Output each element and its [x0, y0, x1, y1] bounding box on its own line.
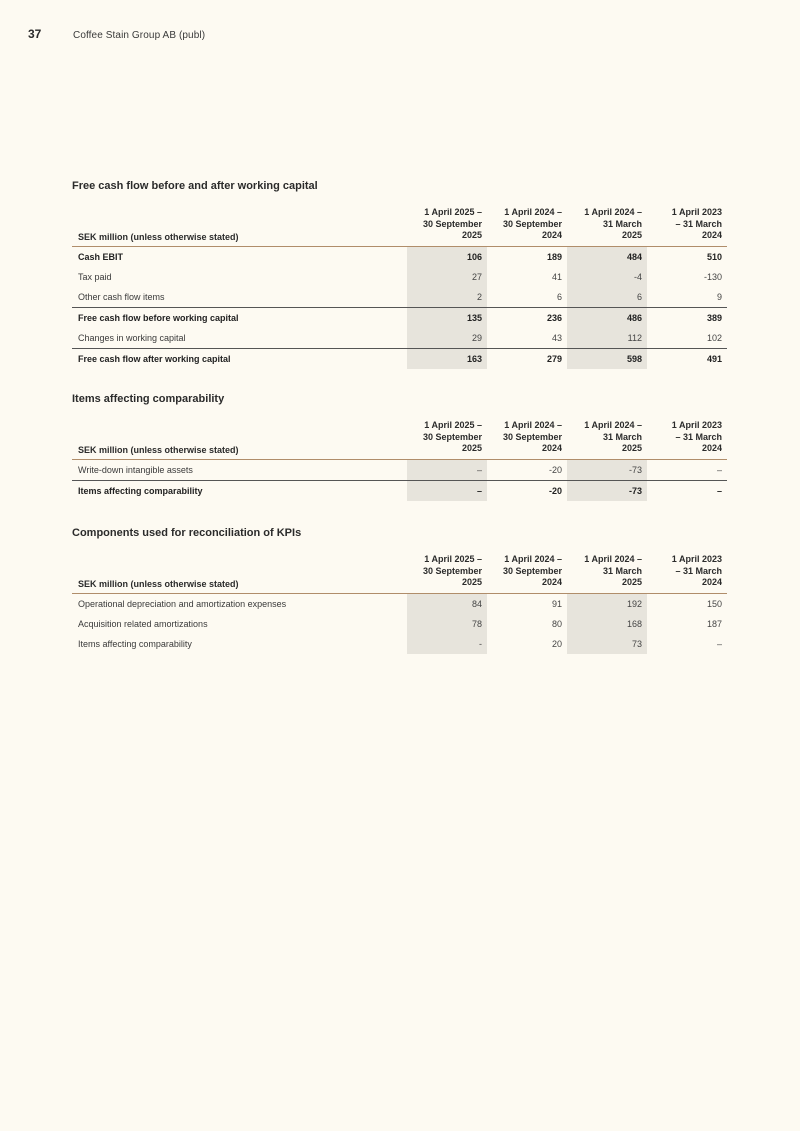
section-title: Components used for reconciliation of KPIs — [72, 527, 302, 539]
table-header — [72, 207, 727, 247]
row-label: Write-down intangible assets — [78, 464, 193, 475]
cell: 192 — [567, 594, 647, 614]
cell: 491 — [706, 353, 722, 364]
cell: – — [716, 485, 722, 496]
column-header: 1 April 2023 – 31 March 2024 — [671, 554, 722, 587]
table-row — [72, 287, 727, 307]
unit-label: SEK million (unless otherwise stated) — [78, 578, 239, 589]
cell: -20 — [548, 464, 562, 475]
cell: 91 — [551, 598, 562, 609]
cell: 84 — [407, 594, 487, 614]
column-header: 1 April 2025 – 30 September 2025 — [422, 554, 482, 587]
cell: 27 — [407, 267, 487, 287]
kpi-components-section — [72, 526, 727, 654]
cell: – — [716, 638, 722, 649]
page-header — [28, 27, 205, 41]
row-label: Cash EBIT — [78, 251, 124, 262]
row-label: Other cash flow items — [78, 291, 165, 302]
table-header — [72, 554, 727, 594]
table-row — [72, 267, 727, 287]
cell: 236 — [546, 312, 562, 323]
cell: 163 — [407, 349, 487, 369]
column-header: 1 April 2024 – 31 March 2025 — [584, 554, 642, 587]
cell: – — [716, 464, 722, 475]
cell: 43 — [551, 332, 562, 343]
cell: 168 — [567, 614, 647, 634]
cell: 510 — [706, 251, 722, 262]
section-title: Items affecting comparability — [72, 393, 225, 405]
free-cash-flow-section — [72, 179, 727, 369]
cell: -20 — [548, 485, 562, 496]
cell: 484 — [567, 247, 647, 267]
column-header: 1 April 2025 – 30 September 2025 — [422, 420, 482, 453]
cell: 29 — [407, 328, 487, 348]
table-row — [72, 328, 727, 348]
cell: 389 — [706, 312, 722, 323]
table-row — [72, 594, 727, 614]
cell: 598 — [567, 349, 647, 369]
column-header: 1 April 2024 – 31 March 2025 — [584, 207, 642, 240]
cell: 6 — [556, 291, 562, 302]
section-title: Free cash flow before and after working capital — [72, 180, 318, 192]
cell: – — [407, 460, 487, 480]
cell: 150 — [706, 598, 722, 609]
cell: 187 — [706, 618, 722, 629]
cell: 41 — [551, 271, 562, 282]
unit-label: SEK million (unless otherwise stated) — [78, 444, 239, 455]
row-label: Acquisition related amortizations — [78, 618, 208, 629]
cell: 106 — [407, 247, 487, 267]
cell: 73 — [567, 634, 647, 654]
column-header: 1 April 2024 – 30 September 2024 — [502, 207, 562, 240]
column-header: 1 April 2025 – 30 September 2025 — [422, 207, 482, 240]
cell: -73 — [567, 460, 647, 480]
cell: – — [407, 481, 487, 501]
table-row — [72, 307, 727, 328]
cell: 78 — [407, 614, 487, 634]
table-row — [72, 480, 727, 501]
table-row — [72, 247, 727, 267]
row-label: Operational depreciation and amortization expenses — [78, 598, 287, 609]
cell: - — [407, 634, 487, 654]
column-header: 1 April 2023 – 31 March 2024 — [671, 420, 722, 453]
row-label: Items affecting comparability — [78, 638, 192, 649]
row-label: Tax paid — [78, 271, 112, 282]
cell: -4 — [567, 267, 647, 287]
items-affecting-comparability-section — [72, 392, 727, 501]
cell: 6 — [567, 287, 647, 307]
table-header — [72, 420, 727, 460]
row-label: Changes in working capital — [78, 332, 186, 343]
column-header: 1 April 2024 – 30 September 2024 — [502, 554, 562, 587]
cell: 112 — [567, 328, 647, 348]
cell: 102 — [706, 332, 722, 343]
row-label: Items affecting comparability — [78, 485, 203, 496]
cell: 135 — [407, 308, 487, 328]
cell: 279 — [546, 353, 562, 364]
cell: 189 — [546, 251, 562, 262]
column-header: 1 April 2023 – 31 March 2024 — [671, 207, 722, 240]
column-header: 1 April 2024 – 31 March 2025 — [584, 420, 642, 453]
cell: 80 — [551, 618, 562, 629]
cell: 486 — [567, 308, 647, 328]
cell: 9 — [716, 291, 722, 302]
page-number: 37 — [28, 27, 42, 41]
cell: 2 — [407, 287, 487, 307]
table-row — [72, 614, 727, 634]
company-name: Coffee Stain Group AB (publ) — [73, 30, 206, 41]
unit-label: SEK million (unless otherwise stated) — [78, 231, 239, 242]
cell: -130 — [703, 271, 722, 282]
cell: -73 — [567, 481, 647, 501]
table-row — [72, 460, 727, 480]
row-label: Free cash flow before working capital — [78, 312, 239, 323]
row-label: Free cash flow after working capital — [78, 353, 231, 364]
table-row — [72, 348, 727, 369]
column-header: 1 April 2024 – 30 September 2024 — [502, 420, 562, 453]
cell: 20 — [551, 638, 562, 649]
table-row — [72, 634, 727, 654]
